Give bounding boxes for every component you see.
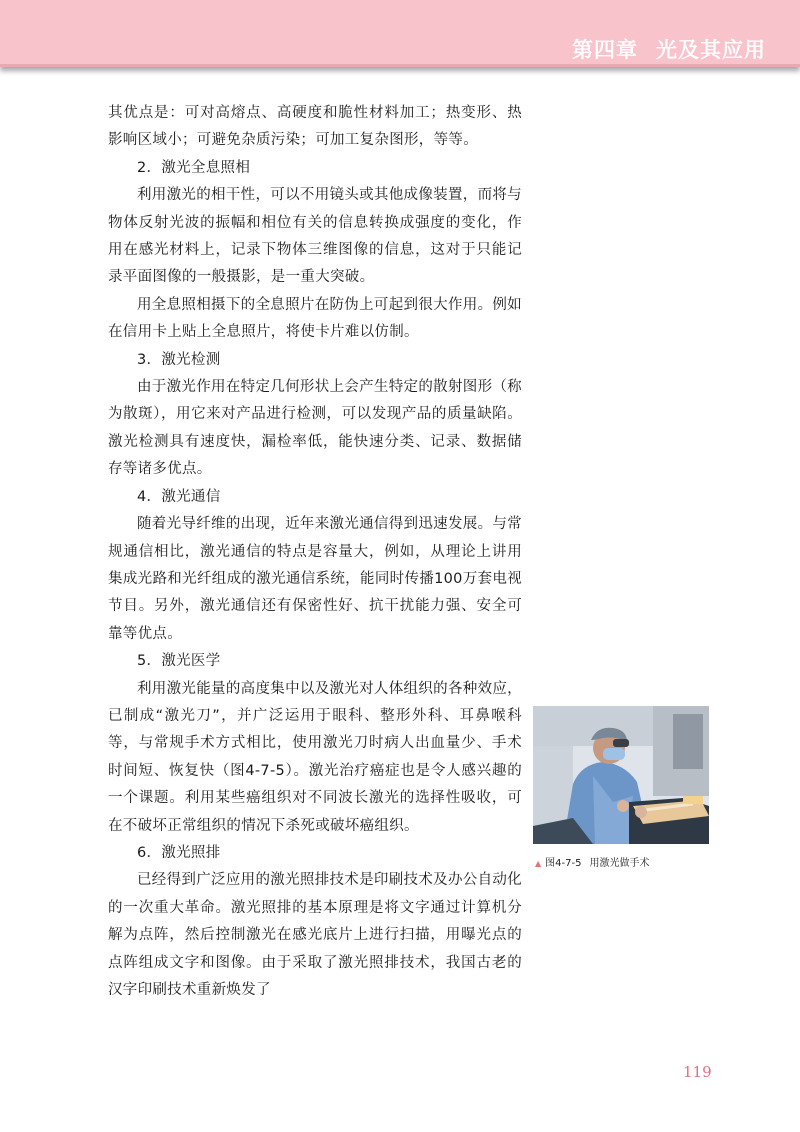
section-heading-communication: 4．激光通信 — [137, 488, 221, 505]
triangle-marker-icon: ▲ — [535, 859, 542, 868]
section-heading-medicine: 5．激光医学 — [137, 653, 221, 670]
figure-label: 图4-7-5 — [545, 858, 582, 869]
section-heading-holography: 2．激光全息照相 — [137, 159, 251, 176]
laser-surgery-photo — [533, 706, 709, 844]
body-text — [108, 100, 522, 1004]
page-number: 119 — [683, 1063, 712, 1081]
chapter-title — [572, 34, 766, 64]
paragraph-typesetting: 已经得到广泛应用的激光照排技术是印刷技术及办公自动化的一次重大革命。激光照排的基本原理是将文字通过计算机分解为点阵，然后控制激光在感光底片上进行扫描，用曝光点的点阵组成文字和图像。由于采取了激光照排技术，我国古老的汉字印刷技术重新焕发了 — [108, 872, 522, 998]
chapter-label: 第四章 — [572, 38, 638, 62]
section-heading-detection: 3．激光检测 — [137, 351, 221, 368]
paragraph-continuation: 其优点是：可对高熔点、高硬度和脆性材料加工；热变形、热影响区域小；可避免杂质污染；可加工复杂图形，等等。 — [108, 105, 522, 149]
section-heading-typesetting: 6．激光照排 — [137, 844, 221, 861]
paragraph-holography: 利用激光的相干性，可以不用镜头或其他成像装置，而将与物体反射光波的振幅和相位有关的信息转换成强度的变化，作用在感光材料上，记录下物体三维图像的信息，这对于只能记录平面图像的一般摄影，是一重大突破。 — [108, 187, 522, 286]
figure-caption-text: 用激光做手术 — [589, 858, 650, 869]
figure-caption — [535, 854, 649, 869]
paragraph-detection: 由于激光作用在特定几何形状上会产生特定的散射图形（称为散斑），用它来对产品进行检测，可以发现产品的质量缺陷。激光检测具有速度快，漏检率低，能快速分类、记录、数据储存等诸多优点。 — [108, 379, 522, 478]
header-band — [0, 0, 800, 67]
paragraph-communication: 随着光导纤维的出现，近年来激光通信得到迅速发展。与常规通信相比，激光通信的特点是容量大，例如，从理论上讲用集成光路和光纤组成的激光通信系统，能同时传播100万套电视节目。另外，激光通信还有保密性好、抗干扰能力强、安全可靠等优点。 — [108, 516, 522, 642]
paragraph-medicine: 利用激光能量的高度集中以及激光对人体组织的各种效应，已制成“激光刀”，并广泛运用于眼科、整形外科、耳鼻喉科等，与常规手术方式相比，使用激光刀时病人出血量少、手术时间短、恢复快（图4-7-5）。激光治疗癌症也是令人感兴趣的一个课题。利用某些癌组织对不同波长激光的选择性吸收，可在不破坏正常组织的情况下杀死或破坏癌组织。 — [108, 680, 522, 834]
paragraph-anti-counterfeit: 用全息照相摄下的全息照片在防伪上可起到很大作用。例如在信用卡上贴上全息照片，将使卡片难以仿制。 — [108, 296, 522, 341]
chapter-name: 光及其应用 — [656, 38, 766, 62]
